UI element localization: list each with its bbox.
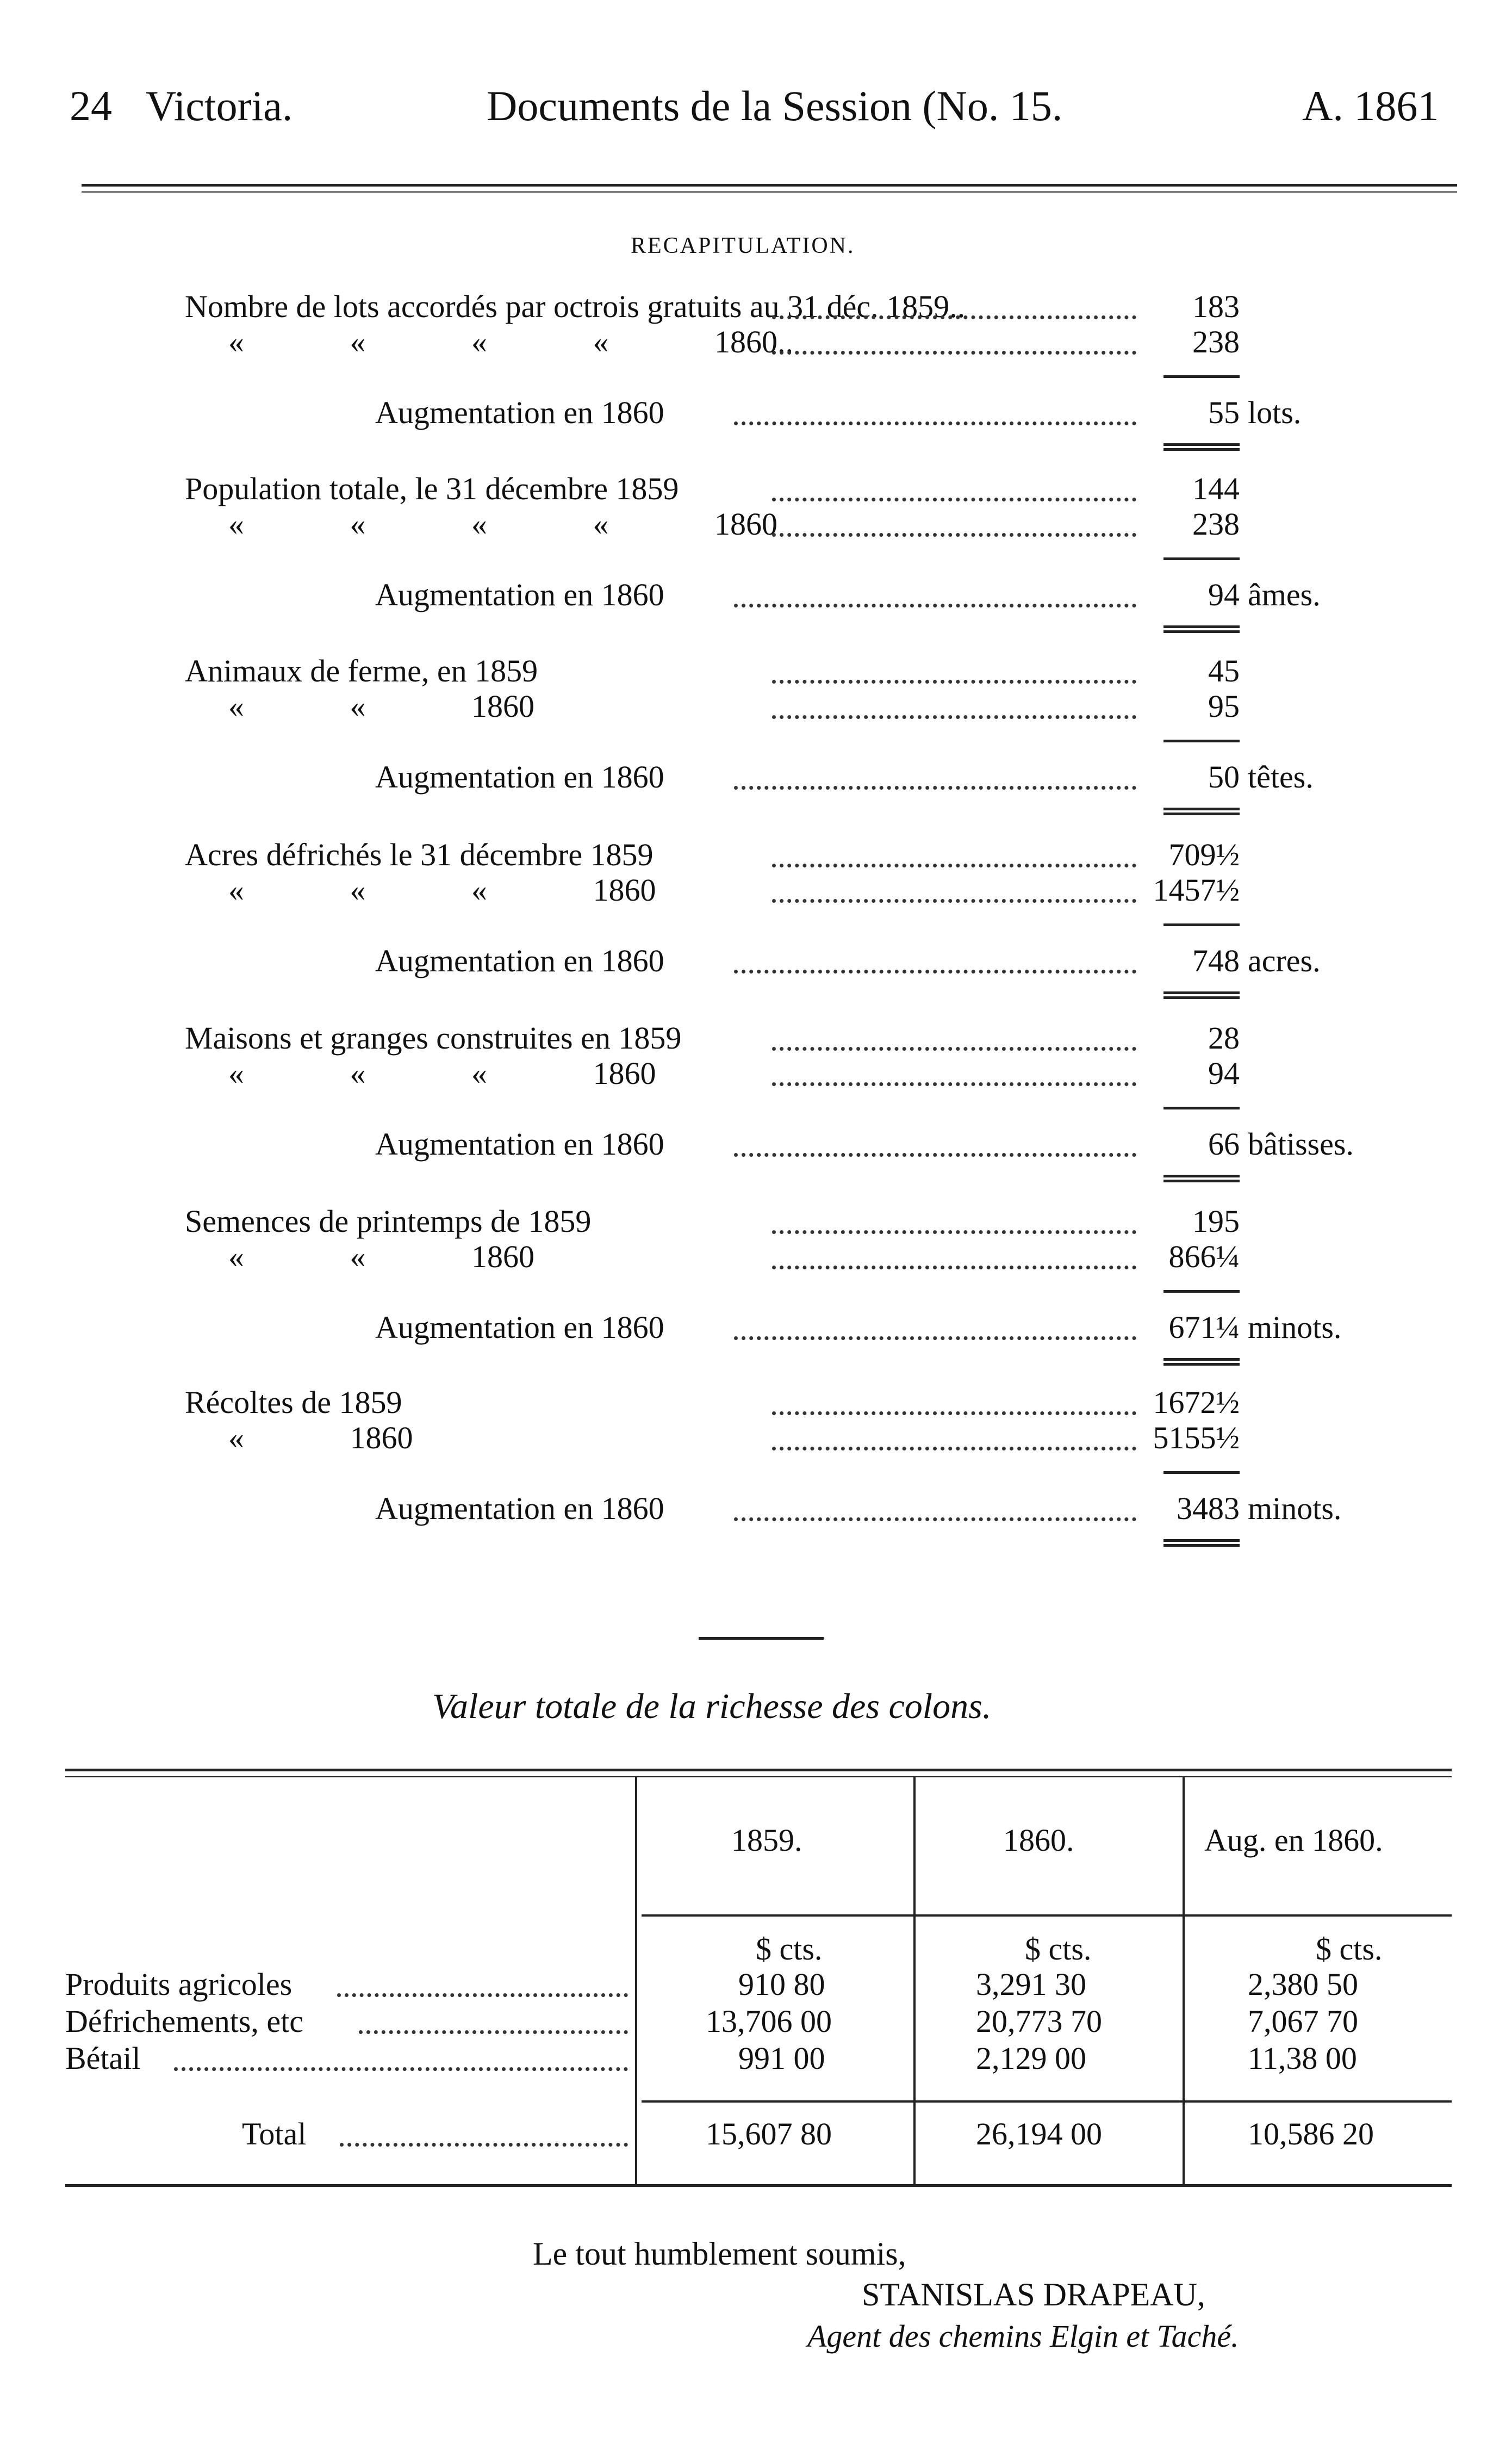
recap-aug-label: Augmentation en 1860 [375,1491,664,1526]
document-year: A. 1861 [1302,82,1439,129]
wealth-cell: 910 80 [738,1967,825,2002]
section-divider [699,1637,824,1640]
recap-line-value: 144 [1192,471,1240,506]
recap-leader-dots [772,1411,1136,1415]
recap-aug-label: Augmentation en 1860 [375,759,664,795]
recap-leader-dots [734,1336,1136,1340]
recap-line-value: 1672½ [1153,1385,1240,1420]
total-1859: 15,607 80 [706,2116,832,2152]
document-title: Documents de la Session (No. 15. [487,82,1063,129]
recap-line-label: « « « 1860 [228,1056,656,1091]
wealth-leader-dots [359,2030,628,2034]
recap-aug-value: 671¼ [1168,1310,1240,1345]
total-leader-dots [340,2143,628,2147]
wealth-cell: 7,067 70 [1248,2004,1358,2039]
currency-label: $ cts. [756,1931,823,1967]
recap-leader-dots [734,421,1136,425]
recap-leader-dots [734,786,1136,790]
header-underline [642,1914,1452,1917]
recap-aug-unit: bâtisses. [1248,1126,1354,1162]
closing-line: Le tout humblement soumis, [533,2236,906,2272]
recap-aug-unit: acres. [1248,943,1321,978]
recap-line-value: 28 [1208,1020,1240,1056]
recap-leader-dots [772,1082,1136,1086]
recap-leader-dots [772,315,1136,319]
recap-leader-dots [772,533,1136,537]
table-top-rule [65,1769,1452,1771]
recap-double-rule [1163,443,1240,451]
reign-label: Victoria. [146,82,293,129]
wealth-cell: 13,706 00 [706,2004,832,2039]
recap-leader-dots [772,680,1136,684]
recap-aug-value: 94 [1208,577,1240,612]
recap-double-rule [1163,1358,1240,1366]
table-bottom-rule [65,2184,1452,2187]
recap-double-rule [1163,1175,1240,1182]
recap-line-label: Animaux de ferme, en 1859 [185,653,538,689]
recap-line-label: Récoltes de 1859 [185,1385,402,1420]
recap-sum-rule [1163,375,1240,378]
recap-line-value: 709½ [1168,837,1240,872]
recap-title: RECAPITULATION. [631,233,855,258]
signature-role: Agent des chemins Elgin et Taché. [807,2318,1239,2354]
wealth-cell: 11,38 00 [1248,2041,1357,2076]
recap-line-label: Acres défrichés le 31 décembre 1859 [185,837,654,872]
recap-leader-dots [772,1266,1136,1269]
recap-line-label: Semences de printemps de 1859 [185,1204,592,1239]
wealth-leader-dots [174,2067,628,2071]
header-rule-thin [82,191,1457,193]
signature: STANISLAS DRAPEAU, [862,2277,1205,2312]
recap-sum-rule [1163,1471,1240,1474]
col-header-1859: 1859. [731,1822,802,1858]
wealth-cell: 2,380 50 [1248,1967,1358,2002]
recap-leader-dots [772,1047,1136,1051]
total-1860: 26,194 00 [976,2116,1102,2152]
recap-line-value: 195 [1192,1204,1240,1239]
col-header-1860: 1860. [1003,1822,1074,1858]
recap-aug-value: 748 [1192,943,1240,978]
currency-label: $ cts. [1316,1931,1383,1967]
wealth-row-label: Produits agricoles [65,1967,293,2002]
table-top-rule-thin [65,1776,1452,1777]
recap-aug-label: Augmentation en 1860 [375,1126,664,1162]
recap-leader-dots [734,604,1136,607]
recap-line-value: 866¼ [1168,1239,1240,1274]
recap-line-label: Maisons et granges construites en 1859 [185,1020,682,1056]
recap-line-label: « « « 1860 [228,872,656,908]
recap-line-value: 95 [1208,689,1240,724]
recap-line-label: « « « « 1860.. [228,324,793,359]
recap-leader-dots [772,899,1136,903]
recap-line-label: Nombre de lots accordés par octrois gratuits au 31 déc. 1859.. [185,289,966,324]
recap-line-value: 238 [1192,506,1240,542]
recap-leader-dots [772,864,1136,867]
recap-leader-dots [772,715,1136,719]
total-aug: 10,586 20 [1248,2116,1374,2152]
recap-line-value: 183 [1192,289,1240,324]
total-rule [642,2100,1452,2103]
recap-aug-unit: lots. [1248,395,1302,430]
recap-sum-rule [1163,740,1240,742]
recap-line-value: 1457½ [1153,872,1240,908]
recap-leader-dots [772,351,1136,355]
header-rule [82,184,1457,187]
recap-sum-rule [1163,557,1240,560]
recap-aug-value: 55 [1208,395,1240,430]
recap-aug-label: Augmentation en 1860 [375,395,664,430]
recap-line-value: 5155½ [1153,1420,1240,1455]
recap-aug-label: Augmentation en 1860 [375,1310,664,1345]
wealth-cell: 2,129 00 [976,2041,1086,2076]
recap-aug-unit: minots. [1248,1310,1342,1345]
wealth-cell: 991 00 [738,2041,825,2076]
recap-line-label: « « 1860 [228,1239,534,1274]
recap-aug-value: 3483 [1177,1491,1240,1526]
recap-line-value: 45 [1208,653,1240,689]
currency-label: $ cts. [1025,1931,1092,1967]
recap-sum-rule [1163,1107,1240,1109]
total-label: Total [242,2116,307,2152]
recap-double-rule [1163,625,1240,633]
recap-leader-dots [772,1447,1136,1450]
wealth-row-label: Bétail [65,2041,141,2076]
wealth-title: Valeur totale de la richesse des colons. [432,1687,992,1726]
recap-aug-unit: têtes. [1248,759,1314,795]
table-col-divider-2 [913,1776,916,2184]
recap-double-rule [1163,991,1240,999]
recap-aug-label: Augmentation en 1860 [375,577,664,612]
recap-leader-dots [734,1153,1136,1157]
recap-aug-unit: minots. [1248,1491,1342,1526]
recap-line-label: « « « « 1860 [228,506,777,542]
recap-line-label: Population totale, le 31 décembre 1859 [185,471,679,506]
recap-aug-value: 66 [1208,1126,1240,1162]
recap-double-rule [1163,808,1240,815]
recap-line-label: « « 1860 [228,689,534,724]
recap-line-label: « 1860 [228,1420,413,1455]
wealth-cell: 3,291 30 [976,1967,1086,2002]
recap-line-value: 94 [1208,1056,1240,1091]
table-col-divider-1 [635,1776,637,2184]
recap-leader-dots [734,970,1136,974]
recap-sum-rule [1163,1290,1240,1293]
page-number: 24 [70,82,112,129]
recap-line-value: 238 [1192,324,1240,359]
recap-double-rule [1163,1539,1240,1547]
recap-aug-label: Augmentation en 1860 [375,943,664,978]
recap-leader-dots [772,1230,1136,1234]
col-header-aug: Aug. en 1860. [1204,1822,1383,1858]
recap-sum-rule [1163,923,1240,926]
table-col-divider-3 [1183,1776,1185,2184]
recap-leader-dots [772,498,1136,501]
wealth-leader-dots [337,1993,628,1997]
recap-aug-unit: âmes. [1248,577,1321,612]
recap-aug-value: 50 [1208,759,1240,795]
recap-leader-dots [734,1517,1136,1521]
wealth-cell: 20,773 70 [976,2004,1102,2039]
wealth-row-label: Défrichements, etc [65,2004,304,2039]
